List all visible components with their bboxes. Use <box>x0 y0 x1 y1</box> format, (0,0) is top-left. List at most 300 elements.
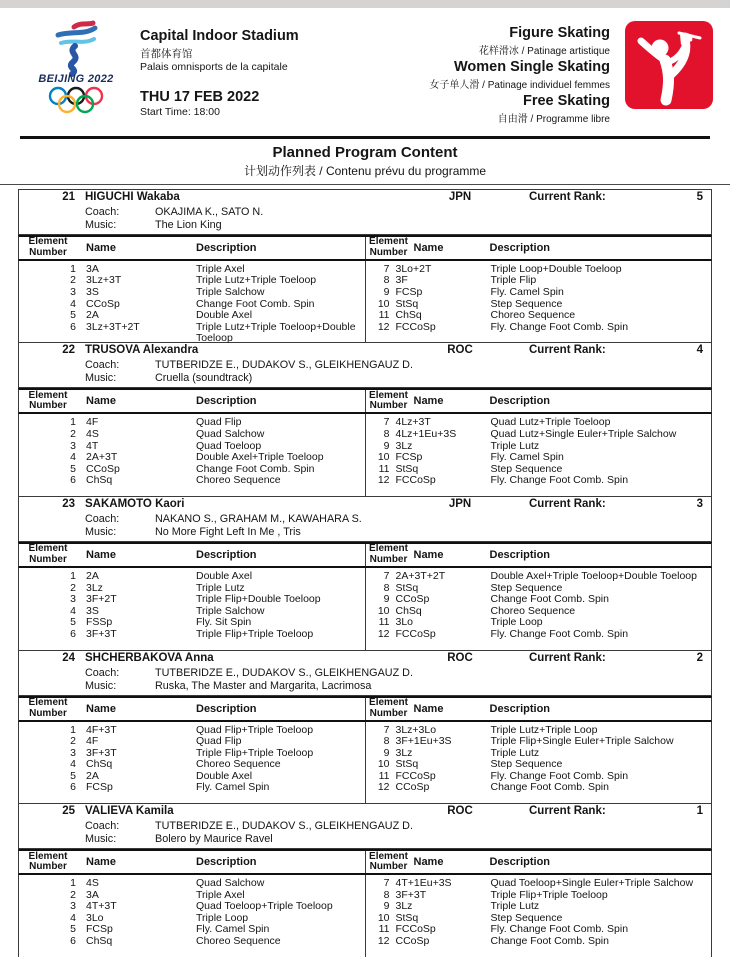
element-description: Triple Lutz+Triple Toeloop <box>196 274 317 287</box>
element-table-header-right <box>366 237 712 259</box>
beijing-2022-logo <box>24 20 128 117</box>
elements-column-left <box>19 261 366 343</box>
element-code: 3S <box>86 604 99 617</box>
element-code: 3Lz <box>395 900 413 913</box>
element-number: 4 <box>70 297 76 310</box>
element-code: FCCoSp <box>395 923 436 936</box>
page-subtitle: 计划动作列表 / Contenu prévu du programme <box>243 163 487 178</box>
element-code: 3F <box>395 274 408 287</box>
coach-label: Coach: <box>85 512 120 525</box>
element-row <box>366 452 712 464</box>
element-description: Double Axel <box>196 569 253 582</box>
skater-header-row <box>19 652 711 667</box>
elements-column-left <box>19 875 366 957</box>
element-code: 3F+3T <box>86 746 117 759</box>
header-divider <box>20 136 710 139</box>
element-number: 6 <box>70 781 76 794</box>
element-number: 12 <box>377 474 390 487</box>
element-number: 12 <box>377 627 390 640</box>
element-number: 7 <box>383 877 390 890</box>
element-number: 10 <box>377 758 390 771</box>
element-table-header-left <box>19 698 366 720</box>
element-number-header-line1: Element <box>28 389 68 401</box>
element-code: FCSp <box>86 781 113 794</box>
element-number: 9 <box>383 593 390 606</box>
elements-column-right <box>366 414 712 496</box>
element-number-header-line1: Element <box>369 697 408 708</box>
element-number: 2 <box>70 581 76 594</box>
element-number-header-line1: Element <box>28 697 68 708</box>
element-row <box>366 571 712 583</box>
document-title <box>0 144 730 179</box>
element-code: ChSq <box>86 474 113 487</box>
element-number: 1 <box>70 416 76 429</box>
music-label: Music: <box>85 372 117 385</box>
element-description: Quad Lutz+Triple Toeloop <box>490 416 611 429</box>
coach-value: OKAJIMA K., SATO N. <box>155 205 264 218</box>
element-description: Change Foot Comb. Spin <box>196 297 315 310</box>
element-number-header <box>366 237 412 258</box>
figure-skating-pictogram-icon <box>624 20 714 110</box>
music-label: Music: <box>85 679 117 692</box>
nation-code: ROC <box>447 651 473 664</box>
element-description: Quad Flip <box>196 735 242 748</box>
element-number: 8 <box>383 735 390 748</box>
name-header: Name <box>86 548 116 561</box>
start-number: 25 <box>62 805 75 818</box>
element-number: 5 <box>70 309 76 322</box>
nation-code: ROC <box>447 805 473 818</box>
element-code: 3Lo <box>395 616 414 629</box>
description-header: Description <box>489 548 551 561</box>
skater-section <box>18 189 712 343</box>
element-number: 9 <box>383 286 390 298</box>
element-code: CCoSp <box>86 462 120 475</box>
element-row <box>19 878 365 890</box>
coach-row <box>19 206 711 219</box>
element-code: 3Lz+3T <box>86 274 122 287</box>
current-rank-value: 1 <box>696 805 703 818</box>
element-number-header-line2: Number <box>29 246 67 258</box>
start-time: Start Time: 18:00 <box>140 106 220 118</box>
element-row <box>19 475 365 487</box>
nation-code: ROC <box>447 344 473 357</box>
element-number-header-line2: Number <box>369 707 408 719</box>
element-description: Triple Axel <box>196 262 245 275</box>
element-code: 4S <box>86 877 99 890</box>
element-row <box>366 736 712 748</box>
music-value: Ruska, The Master and Margarita, Lacrimosa <box>155 679 372 692</box>
element-code: 3F+3T <box>395 888 427 901</box>
music-row <box>19 372 711 385</box>
skater-name: HIGUCHI Wakaba <box>85 190 180 203</box>
element-description: Triple Salchow <box>196 286 265 298</box>
element-code: 3Lz <box>86 581 103 594</box>
element-table-header-right <box>366 851 712 873</box>
name-header: Name <box>413 856 444 869</box>
element-number: 11 <box>378 769 390 782</box>
element-table-header-left <box>19 390 366 412</box>
element-number: 1 <box>70 877 76 890</box>
element-description: Choreo Sequence <box>196 758 281 771</box>
element-code: 2A+3T+2T <box>395 569 446 582</box>
skater-header-row <box>19 498 711 513</box>
element-number: 11 <box>378 309 390 322</box>
element-code: 3F+2T <box>86 593 117 606</box>
element-number-header-line1: Element <box>28 236 68 248</box>
coach-value: NAKANO S., GRAHAM M., KAWAHARA S. <box>155 512 362 525</box>
element-row <box>366 429 712 441</box>
start-number: 24 <box>62 651 75 664</box>
description-header: Description <box>196 395 257 408</box>
element-row <box>366 878 712 890</box>
elements-column-left <box>19 414 366 496</box>
skater-info-box <box>18 650 712 696</box>
element-number: 7 <box>383 262 390 275</box>
coach-label: Coach: <box>85 666 120 679</box>
element-description: Choreo Sequence <box>490 309 576 322</box>
skater-section <box>18 650 712 804</box>
element-description: Quad Toeloop <box>196 439 262 452</box>
element-number: 10 <box>377 297 390 310</box>
element-code: 4T+3T <box>86 900 117 913</box>
coach-label: Coach: <box>85 205 120 218</box>
element-description: Fly. Sit Spin <box>196 616 252 629</box>
music-label: Music: <box>85 833 117 846</box>
element-number-header-line1: Element <box>369 850 408 862</box>
element-description: Quad Salchow <box>196 877 265 890</box>
element-number-header-line1: Element <box>369 389 408 401</box>
description-header: Description <box>489 395 551 408</box>
element-code: StSq <box>395 758 419 771</box>
event-date: THU 17 FEB 2022 <box>140 89 260 105</box>
element-code: CCoSp <box>395 593 430 606</box>
element-number: 7 <box>383 416 390 429</box>
element-code: 3A <box>86 262 99 275</box>
start-number: 21 <box>62 190 75 203</box>
elements-column-right <box>366 722 712 804</box>
element-number-header-line1: Element <box>369 543 408 555</box>
element-description: Triple Flip+Double Toeloop <box>196 593 321 606</box>
element-description: Triple Lutz+Triple Loop <box>490 723 598 736</box>
element-code: FCSp <box>395 286 423 298</box>
element-number-header-line1: Element <box>369 236 408 248</box>
element-number: 2 <box>70 427 76 440</box>
skater-info-box <box>18 189 712 235</box>
coach-row <box>19 667 711 680</box>
element-code: 2A <box>86 769 99 782</box>
element-table-header <box>18 235 712 261</box>
element-description: Triple Flip+Triple Toeloop <box>490 888 608 901</box>
music-label: Music: <box>85 218 117 231</box>
element-number: 7 <box>383 569 390 582</box>
event-title: Women Single Skating <box>453 58 610 75</box>
element-description: Change Foot Comb. Spin <box>196 462 315 475</box>
element-description: Triple Loop <box>196 911 249 924</box>
name-header: Name <box>413 395 444 408</box>
current-rank-label: Current Rank: <box>529 190 606 203</box>
element-table-body <box>18 568 712 650</box>
description-header: Description <box>196 548 257 561</box>
element-number-header-line2: Number <box>29 861 67 873</box>
element-description: Fly. Camel Spin <box>490 451 564 464</box>
element-row <box>19 320 365 345</box>
element-code: StSq <box>395 297 419 310</box>
element-code: 4F <box>86 416 99 429</box>
description-header: Description <box>489 702 551 715</box>
music-value: No More Fight Left In Me , Tris <box>155 525 301 538</box>
element-number-header-line2: Number <box>369 553 408 565</box>
element-number: 5 <box>70 769 76 782</box>
element-description: Quad Salchow <box>196 427 265 440</box>
element-code: 2A <box>86 569 99 582</box>
element-code: FCCoSp <box>395 474 436 487</box>
element-description: Double Axel <box>196 309 253 322</box>
element-code: 3Lz <box>395 746 413 759</box>
music-row <box>19 219 711 232</box>
element-description: Fly. Change Foot Comb. Spin <box>490 320 629 333</box>
element-description: Fly. Camel Spin <box>196 781 270 794</box>
venue-block <box>128 20 381 118</box>
element-number: 5 <box>70 462 76 475</box>
element-table-header-left <box>19 544 366 566</box>
element-number-header <box>19 237 77 258</box>
element-code: 4F+3T <box>86 723 117 736</box>
element-description: Change Foot Comb. Spin <box>490 781 609 794</box>
element-description: Fly. Change Foot Comb. Spin <box>490 769 629 782</box>
skater-section <box>18 496 712 650</box>
element-number: 2 <box>70 888 76 901</box>
skater-info-box <box>18 496 712 542</box>
element-code: 3Lo <box>86 911 104 924</box>
element-code: ChSq <box>86 758 113 771</box>
scan-edge-strip <box>0 0 730 8</box>
current-rank-value: 3 <box>696 497 703 510</box>
element-description: Triple Flip+Triple Toeloop <box>196 627 314 640</box>
element-table-header <box>18 542 712 568</box>
description-header: Description <box>196 241 257 254</box>
element-row <box>19 736 365 748</box>
element-code: StSq <box>395 911 419 924</box>
element-description: Triple Axel <box>196 888 245 901</box>
element-number-header <box>19 544 77 565</box>
element-number: 3 <box>70 593 76 606</box>
element-code: 4T <box>86 439 99 452</box>
coach-value: TUTBERIDZE E., DUDAKOV S., GLEIKHENGAUZ D. <box>155 359 413 372</box>
element-code: ChSq <box>395 604 422 617</box>
description-header: Description <box>489 241 551 254</box>
element-number-header-line2: Number <box>29 707 67 719</box>
element-number: 5 <box>70 923 76 936</box>
element-number-header-line2: Number <box>369 246 408 258</box>
element-number: 1 <box>70 723 76 736</box>
element-code: ChSq <box>395 309 422 322</box>
element-number-header-line1: Element <box>28 850 68 862</box>
element-code: StSq <box>395 581 419 594</box>
element-number: 4 <box>70 604 76 617</box>
element-description: Double Axel+Triple Toeloop+Double Toeloop <box>490 569 697 582</box>
element-code: 2A <box>86 309 99 322</box>
skater-header-row <box>19 191 711 206</box>
element-number: 6 <box>70 627 76 640</box>
description-header: Description <box>196 856 257 869</box>
element-code: FCSp <box>395 451 423 464</box>
element-code: FSSp <box>86 616 113 629</box>
element-code: 4T+1Eu+3S <box>395 877 452 890</box>
element-description: Change Foot Comb. Spin <box>490 935 609 948</box>
element-description: Quad Flip <box>196 416 242 429</box>
skater-section <box>18 803 712 957</box>
current-rank-label: Current Rank: <box>529 805 606 818</box>
element-description: Choreo Sequence <box>196 935 281 948</box>
element-description: Triple Flip+Single Euler+Triple Salchow <box>490 735 674 748</box>
skater-name: VALIEVA Kamila <box>85 805 174 818</box>
element-row <box>366 264 712 276</box>
element-number: 12 <box>377 781 390 794</box>
element-number: 8 <box>383 274 390 287</box>
element-code: FCSp <box>86 923 113 936</box>
beijing-2022-wordmark: BEIJING 2022 <box>38 73 114 85</box>
element-number: 9 <box>383 439 390 452</box>
element-description: Triple Lutz <box>490 746 540 759</box>
discipline-subtitle: 花样滑冰 / Patinage artistique <box>478 45 610 57</box>
current-rank-label: Current Rank: <box>529 651 606 664</box>
element-code: CCoSp <box>395 781 430 794</box>
segment-subtitle: 自由滑 / Programme libre <box>497 113 610 125</box>
element-code: 3A <box>86 888 99 901</box>
element-table-body <box>18 875 712 957</box>
element-row <box>19 287 365 299</box>
event-block <box>381 20 620 128</box>
element-description: Step Sequence <box>490 581 563 594</box>
element-description: Triple Loop <box>490 616 543 629</box>
segment-title: Free Skating <box>522 92 610 109</box>
discipline-title: Figure Skating <box>509 25 610 41</box>
element-description: Step Sequence <box>490 911 563 924</box>
name-header: Name <box>86 395 116 408</box>
venue-name-fr: Palais omnisports de la capitale <box>140 61 288 73</box>
page-title: Planned Program Content <box>272 143 458 161</box>
element-number-header <box>366 698 412 719</box>
music-row <box>19 680 711 693</box>
elements-column-right <box>366 875 712 957</box>
element-number: 12 <box>377 935 390 948</box>
element-number: 1 <box>70 569 76 582</box>
element-row <box>366 322 712 334</box>
element-number: 1 <box>70 262 76 275</box>
element-description: Fly. Camel Spin <box>196 923 270 936</box>
element-code: ChSq <box>86 935 113 948</box>
element-number: 10 <box>377 451 390 464</box>
element-number-header-line2: Number <box>369 400 408 412</box>
element-description: Triple Lutz <box>490 439 540 452</box>
page-header <box>0 8 730 128</box>
element-description: Choreo Sequence <box>490 604 576 617</box>
element-number-header <box>366 391 412 412</box>
music-row <box>19 526 711 539</box>
element-row <box>366 936 712 948</box>
element-description: Choreo Sequence <box>196 474 281 487</box>
element-number-header-line2: Number <box>29 553 67 565</box>
start-number: 22 <box>62 344 75 357</box>
elements-column-left <box>19 722 366 804</box>
music-value: Cruella (soundtrack) <box>155 372 253 385</box>
element-number: 12 <box>377 320 390 333</box>
element-description: Triple Lutz <box>490 900 540 913</box>
element-number: 5 <box>70 616 76 629</box>
element-row <box>366 287 712 299</box>
element-description: Triple Flip+Triple Toeloop <box>196 746 314 759</box>
element-code: 4Lz+3T <box>395 416 431 429</box>
description-header: Description <box>196 702 257 715</box>
element-code: FCCoSp <box>395 627 436 640</box>
element-row <box>19 594 365 606</box>
skater-list <box>0 185 730 957</box>
element-code: 3Lz+3Lo <box>395 723 437 736</box>
venue-name: Capital Indoor Stadium <box>140 28 299 44</box>
element-number: 2 <box>70 735 76 748</box>
element-table-header-left <box>19 851 366 873</box>
skater-info-box <box>18 342 712 388</box>
music-value: Bolero by Maurice Ravel <box>155 833 273 846</box>
element-row <box>19 936 365 948</box>
beijing-2022-emblem-icon <box>36 20 116 74</box>
element-number: 11 <box>378 462 390 475</box>
coach-row <box>19 513 711 526</box>
element-number-header <box>19 391 77 412</box>
element-code: 2A+3T <box>86 451 118 464</box>
element-row <box>19 429 365 441</box>
skater-info-box <box>18 803 712 849</box>
name-header: Name <box>413 548 444 561</box>
element-description: Fly. Camel Spin <box>490 286 564 298</box>
element-description: Triple Flip <box>490 274 537 287</box>
element-number-header-line2: Number <box>369 861 408 873</box>
element-number: 8 <box>383 581 390 594</box>
element-number-header <box>19 852 77 873</box>
element-code: 3F+1Eu+3S <box>395 735 452 748</box>
element-number: 11 <box>378 616 390 629</box>
element-number-header-line2: Number <box>29 400 67 412</box>
element-code: 3S <box>86 286 99 298</box>
element-description: Quad Toeloop+Single Euler+Triple Salchow <box>490 877 694 890</box>
element-number-header <box>366 544 412 565</box>
element-number: 4 <box>70 911 76 924</box>
skater-name: SHCHERBAKOVA Anna <box>85 651 214 664</box>
current-rank-label: Current Rank: <box>529 497 606 510</box>
element-row <box>366 782 712 794</box>
element-number: 3 <box>70 439 76 452</box>
element-description: Change Foot Comb. Spin <box>490 593 609 606</box>
element-description: Triple Lutz+Triple Toeloop+Double Toeloop <box>196 320 356 345</box>
element-table-header-right <box>366 390 712 412</box>
element-description: Quad Lutz+Single Euler+Triple Salchow <box>490 427 677 440</box>
element-row <box>19 452 365 464</box>
name-header: Name <box>86 241 116 254</box>
element-code: 3Lz <box>395 439 413 452</box>
element-description: Step Sequence <box>490 462 563 475</box>
element-code: FCCoSp <box>395 320 436 333</box>
current-rank-value: 4 <box>696 344 703 357</box>
event-subtitle: 女子单人滑 / Patinage individuel femmes <box>429 79 610 91</box>
element-table-header-left <box>19 237 366 259</box>
coach-value: TUTBERIDZE E., DUDAKOV S., GLEIKHENGAUZ D. <box>155 820 413 833</box>
element-description: Step Sequence <box>490 297 563 310</box>
element-number-header-line1: Element <box>28 543 68 555</box>
element-description: Triple Salchow <box>196 604 265 617</box>
element-table-header-right <box>366 698 712 720</box>
element-code: 4Lz+1Eu+3S <box>395 427 457 440</box>
